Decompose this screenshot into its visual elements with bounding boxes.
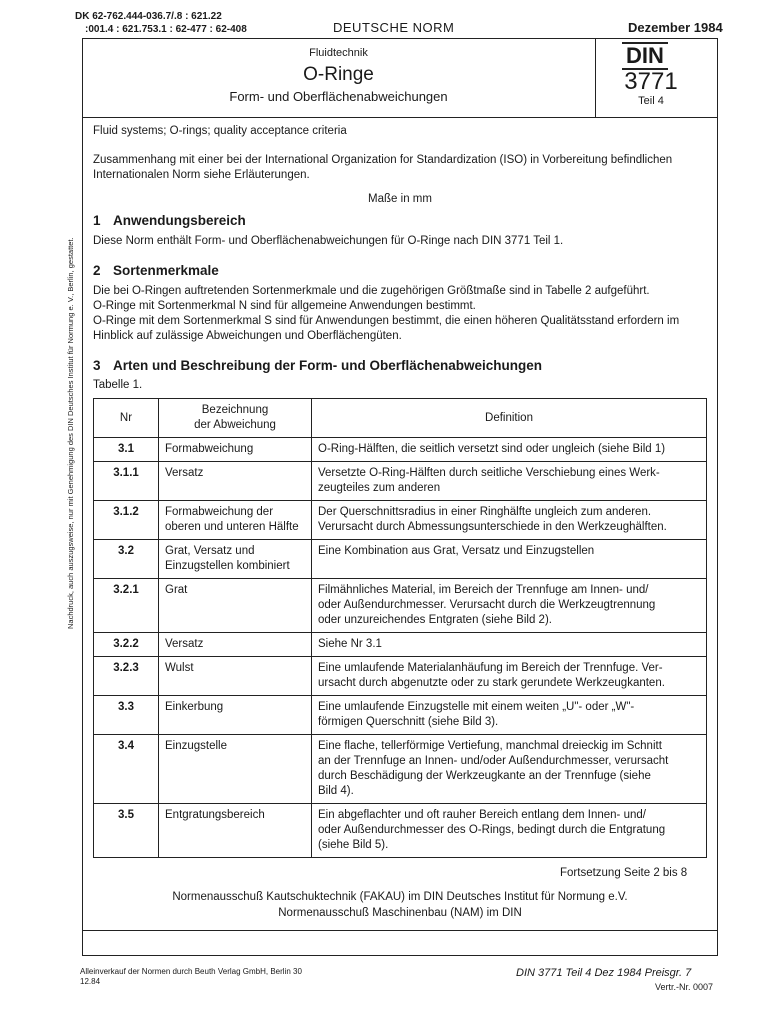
designation-line: Formabweichung bbox=[165, 443, 254, 455]
row-designation bbox=[159, 735, 312, 804]
row-definition bbox=[312, 462, 707, 501]
table-row bbox=[94, 540, 707, 579]
committee-line-2: Normenausschuß Maschinenbau (NAM) im DIN bbox=[278, 907, 522, 919]
row-definition bbox=[312, 579, 707, 633]
section-title: Sortenmerkmale bbox=[113, 263, 219, 278]
english-title: Fluid systems; O-rings; quality acceptance criteria bbox=[93, 125, 347, 137]
iso-note bbox=[93, 153, 708, 183]
row-number: 3.5 bbox=[94, 804, 159, 858]
designation-line: Grat bbox=[165, 584, 188, 596]
dk-line-2: :001.4 : 621.753.1 : 62-477 : 62-408 bbox=[85, 24, 247, 35]
row-designation bbox=[159, 579, 312, 633]
row-definition bbox=[312, 501, 707, 540]
row-number: 3.2 bbox=[94, 540, 159, 579]
header-bez-line-2: der Abweichung bbox=[194, 419, 276, 431]
row-designation bbox=[159, 657, 312, 696]
definition-line: Verursacht durch Abmessungsunterschiede in den Werkzeughälften. bbox=[318, 521, 667, 533]
paragraph-line: Hinblick auf zulässige Abweichungen und Oberflächengüten. bbox=[93, 330, 402, 342]
section-title: Arten und Beschreibung der Form- und Oberflächenabweichungen bbox=[113, 358, 543, 373]
publisher-note bbox=[80, 967, 302, 987]
dk-line-1: DK 62-762.444-036.7/.8 : 621.22 bbox=[75, 11, 222, 22]
definition-line: O-Ring-Hälften, die seitlich versetzt sind oder ungleich (siehe Bild 1) bbox=[318, 443, 666, 455]
designation-line: Einzugstelle bbox=[165, 740, 228, 752]
section-3-heading bbox=[93, 358, 542, 373]
row-designation bbox=[159, 540, 312, 579]
definition-line: Bild 4). bbox=[318, 785, 354, 797]
designation-line: Einkerbung bbox=[165, 701, 224, 713]
definition-line: zeugteiles zum anderen bbox=[318, 482, 441, 494]
designation-line: Formabweichung der bbox=[165, 506, 274, 518]
definition-line: ursacht durch abgenutzte oder zu stark gerundete Werkzeugkanten. bbox=[318, 677, 665, 689]
definition-line: Eine flache, tellerförmige Vertiefung, manchmal dreieckig im Schnitt bbox=[318, 740, 662, 752]
definition-line: Siehe Nr 3.1 bbox=[318, 638, 382, 650]
definition-line: oder Außendurchmesser des O-Rings, bedingt durch die Entgratung bbox=[318, 824, 666, 836]
norm-type: DEUTSCHE NORM bbox=[333, 20, 455, 35]
table-row bbox=[94, 804, 707, 858]
section-number: 1 bbox=[93, 213, 101, 228]
category: Fluidtechnik bbox=[309, 47, 368, 59]
header-bezeichnung bbox=[159, 399, 312, 438]
designation-line: Versatz bbox=[165, 467, 204, 479]
document-title: O-Ringe bbox=[303, 64, 374, 85]
definition-line: Eine umlaufende Einzugstelle mit einem weiten „U"- oder „W"- bbox=[318, 701, 635, 713]
row-number: 3.2.2 bbox=[94, 633, 159, 657]
footer-divider bbox=[82, 930, 718, 931]
iso-note-line-2: Internationalen Norm siehe Erläuterungen. bbox=[93, 169, 310, 181]
designation-line: Versatz bbox=[165, 638, 204, 650]
paragraph-line: O-Ringe mit dem Sortenmerkmal S sind für Anwendungen bestimmt, die einen höheren Qualitätsstand erfordern im bbox=[93, 315, 680, 327]
row-definition bbox=[312, 633, 707, 657]
din-logo: DIN bbox=[622, 42, 668, 70]
designation-line: Einzugstellen kombiniert bbox=[165, 560, 290, 572]
document-reference: DIN 3771 Teil 4 Dez 1984 Preisgr. 7 bbox=[516, 967, 692, 979]
deviation-table bbox=[93, 398, 707, 858]
section-1-text: Diese Norm enthält Form- und Oberflächenabweichungen für O-Ringe nach DIN 3771 Teil 1. bbox=[93, 235, 564, 247]
definition-line: Eine Kombination aus Grat, Versatz und Einzugstellen bbox=[318, 545, 595, 557]
row-number: 3.1 bbox=[94, 438, 159, 462]
header-nr: Nr bbox=[94, 399, 159, 438]
committee-credits bbox=[82, 889, 718, 921]
definition-line: Eine umlaufende Materialanhäufung im Bereich der Trennfuge. Ver- bbox=[318, 662, 663, 674]
table-row bbox=[94, 462, 707, 501]
table-row bbox=[94, 438, 707, 462]
din-part: Teil 4 bbox=[638, 95, 664, 107]
section-1-heading bbox=[93, 213, 246, 228]
table-row bbox=[94, 633, 707, 657]
publisher-line-1: Alleinverkauf der Normen durch Beuth Verlag GmbH, Berlin 30 bbox=[80, 967, 302, 976]
section-number: 3 bbox=[93, 358, 101, 373]
row-definition bbox=[312, 657, 707, 696]
section-title: Anwendungsbereich bbox=[113, 213, 246, 228]
document-subtitle: Form- und Oberflächenabweichungen bbox=[229, 89, 448, 104]
row-designation bbox=[159, 696, 312, 735]
table-row bbox=[94, 657, 707, 696]
committee-line-1: Normenausschuß Kautschuktechnik (FAKAU) im DIN Deutsches Institut für Normung e.V. bbox=[172, 891, 628, 903]
paragraph-line: O-Ringe mit Sortenmerkmal N sind für allgemeine Anwendungen bestimmt. bbox=[93, 300, 476, 312]
dk-classification bbox=[75, 10, 247, 36]
definition-line: Versetzte O-Ring-Hälften durch seitliche Verschiebung eines Werk- bbox=[318, 467, 660, 479]
row-number: 3.3 bbox=[94, 696, 159, 735]
table-row bbox=[94, 696, 707, 735]
publication-date: Dezember 1984 bbox=[628, 20, 723, 35]
table-row bbox=[94, 501, 707, 540]
table-caption: Tabelle 1. bbox=[93, 379, 143, 391]
row-designation bbox=[159, 804, 312, 858]
table-row bbox=[94, 735, 707, 804]
continuation-note: Fortsetzung Seite 2 bis 8 bbox=[560, 867, 688, 879]
publisher-line-2: 12.84 bbox=[80, 977, 101, 986]
definition-line: oder Außendurchmesser. Verursacht durch die Werkzeugtrennung bbox=[318, 599, 656, 611]
definition-line: durch Beschädigung der Werkzeugkante an der Trennfuge (siehe bbox=[318, 770, 651, 782]
row-definition bbox=[312, 540, 707, 579]
row-number: 3.1.1 bbox=[94, 462, 159, 501]
row-designation bbox=[159, 438, 312, 462]
definition-line: (siehe Bild 5). bbox=[318, 839, 389, 851]
copyright-notice: Nachdruck, auch auszugsweise, nur mit Genehmigung des DIN Deutsches Institut für Normung e. V., Berlin, gestattet. bbox=[66, 237, 75, 629]
distribution-number: Vertr.-Nr. 0007 bbox=[655, 982, 714, 992]
section-2-text bbox=[93, 284, 708, 344]
row-number: 3.2.3 bbox=[94, 657, 159, 696]
units-note: Maße in mm bbox=[368, 193, 432, 205]
header-bez-line-1: Bezeichnung bbox=[201, 404, 269, 416]
definition-line: förmigen Querschnitt (siehe Bild 3). bbox=[318, 716, 499, 728]
row-number: 3.2.1 bbox=[94, 579, 159, 633]
definition-line: Filmähnliches Material, im Bereich der Trennfuge am Innen- und/ bbox=[318, 584, 649, 596]
paragraph-line: Die bei O-Ringen auftretenden Sortenmerkmale und die zugehörigen Größtmaße sind in Tabelle 2 aufgeführt. bbox=[93, 285, 650, 297]
section-2-heading bbox=[93, 263, 219, 278]
definition-line: Ein abgeflachter und oft rauher Bereich entlang dem Innen- und/ bbox=[318, 809, 646, 821]
row-designation bbox=[159, 633, 312, 657]
table-row bbox=[94, 579, 707, 633]
table-header-row bbox=[94, 399, 707, 438]
iso-note-line-1: Zusammenhang mit einer bei der International Organization for Standardization (ISO) in Vorbereitung befindlichen bbox=[93, 154, 673, 166]
din-number-block bbox=[595, 38, 718, 118]
row-number: 3.1.2 bbox=[94, 501, 159, 540]
definition-line: oder unzureichendes Entgraten (siehe Bild 2). bbox=[318, 614, 552, 626]
row-designation bbox=[159, 501, 312, 540]
section-number: 2 bbox=[93, 263, 101, 278]
designation-line: Wulst bbox=[165, 662, 194, 674]
row-definition bbox=[312, 804, 707, 858]
row-definition bbox=[312, 438, 707, 462]
row-definition bbox=[312, 696, 707, 735]
definition-line: Der Querschnittsradius in einer Ringhälfte ungleich zum anderen. bbox=[318, 506, 652, 518]
header-definition: Definition bbox=[312, 399, 707, 438]
row-designation bbox=[159, 462, 312, 501]
row-number: 3.4 bbox=[94, 735, 159, 804]
definition-line: an der Trennfuge an Innen- und/oder Außendurchmesser, verursacht bbox=[318, 755, 669, 767]
designation-line: Entgratungsbereich bbox=[165, 809, 265, 821]
row-definition bbox=[312, 735, 707, 804]
din-number: 3771 bbox=[624, 68, 678, 95]
designation-line: Grat, Versatz und bbox=[165, 545, 255, 557]
designation-line: oberen und unteren Hälfte bbox=[165, 521, 299, 533]
